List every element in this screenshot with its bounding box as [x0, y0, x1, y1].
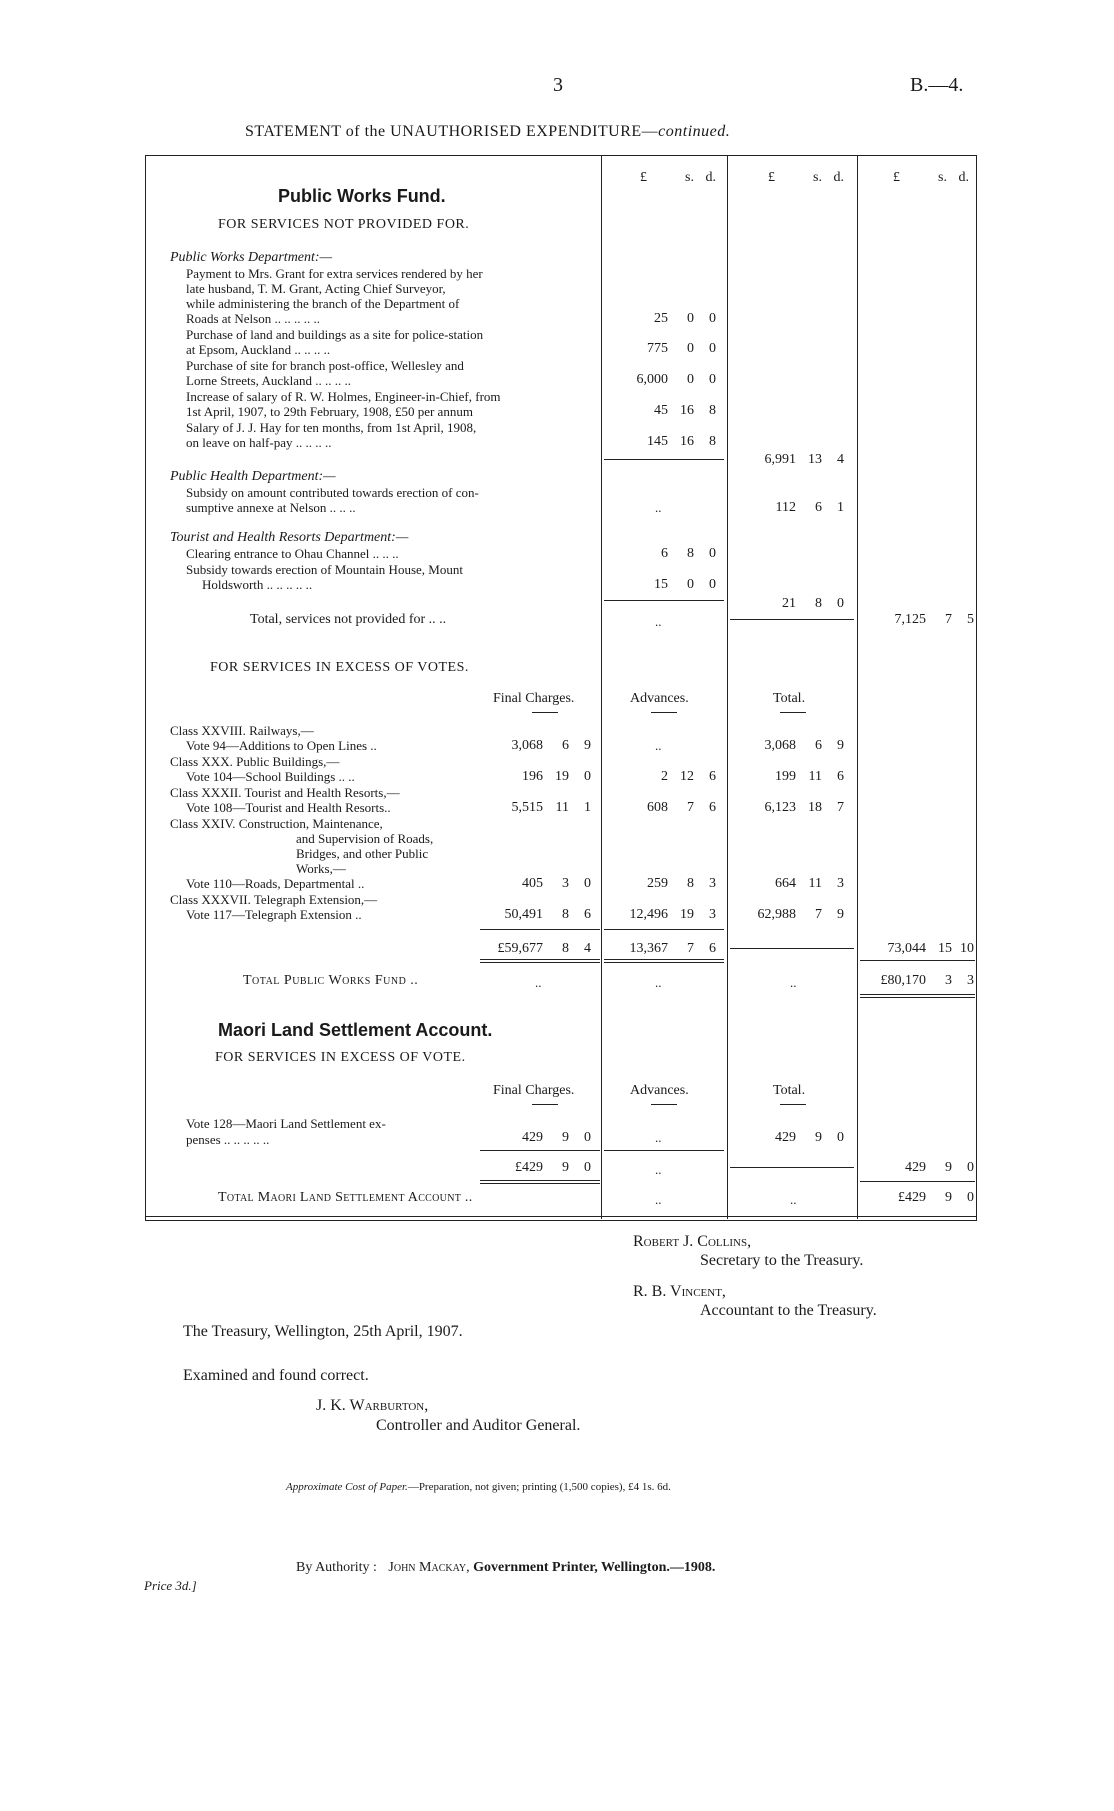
authority-prefix: By Authority : [296, 1560, 377, 1575]
auditor-title: Controller and Auditor General. [376, 1417, 581, 1434]
excess-sum-rule-adv [604, 929, 724, 930]
excess-row-3-line-1: and Supervision of Roads, [296, 831, 434, 846]
excess-sum-under-final-2 [480, 962, 600, 963]
amount-shillings: 3 [945, 973, 952, 988]
col-divider-3 [857, 155, 858, 1219]
mlsa-sum-adv: .. [655, 1162, 662, 1177]
amount-pence: 0 [584, 1160, 591, 1175]
amount-shillings: 0 [687, 577, 694, 592]
fund-total-dots-total: .. [790, 975, 797, 990]
amount-pounds: 21 [782, 596, 796, 611]
pwd-item-2-line-1: Lorne Streets, Auckland .. .. .. .. [186, 373, 351, 388]
phd-label: Public Health Department:— [170, 469, 336, 484]
mlsa-sub: FOR SERVICES IN EXCESS OF VOTE. [215, 1050, 466, 1065]
amount-pounds: 664 [775, 876, 796, 891]
amount-shillings: 8 [815, 596, 822, 611]
excess-head-adv-rule [651, 712, 677, 713]
excess-row-2 [170, 785, 400, 815]
pwd-item-1-line-1: at Epsom, Auckland .. .. .. .. [186, 342, 331, 357]
pwd-item-3-line-1: 1st April, 1907, to 29th February, 1908, £50 per annum [186, 404, 473, 419]
pwd-item-0 [186, 266, 596, 326]
amount-pounds: 199 [775, 769, 796, 784]
mlsa-sum-under-total [860, 1181, 975, 1182]
authority-line [296, 1560, 715, 1576]
excess-row-0-line-1: Vote 94—Additions to Open Lines .. [186, 738, 377, 753]
thrd-label: Tourist and Health Resorts Department:— [170, 530, 409, 545]
table-left-rule [145, 155, 146, 1221]
pwd-item-0-line-2: while administering the branch of the Department of [186, 296, 460, 311]
amount-pounds: £59,677 [497, 941, 543, 956]
amount-shillings: 7 [945, 612, 952, 627]
amount-pounds: 13,367 [629, 941, 668, 956]
amount-pence: 3 [837, 876, 844, 891]
amount-pounds: 6,991 [764, 452, 796, 467]
amount-pence: 0 [584, 769, 591, 784]
pwd-item-1 [186, 327, 483, 357]
amount-pounds: 112 [775, 500, 796, 515]
amount-shillings: 9 [562, 1130, 569, 1145]
vincent-name: R. B. Vincent, [633, 1283, 726, 1300]
amount-shillings: 11 [808, 876, 822, 891]
amount-pounds: 5,515 [511, 800, 543, 815]
pwd-item-0-line-3: Roads at Nelson .. .. .. .. .. [186, 311, 320, 326]
amount-pounds: 429 [522, 1130, 543, 1145]
amount-shillings: 19 [680, 907, 694, 922]
page-number: 3 [553, 74, 563, 96]
amount-pence: 6 [709, 941, 716, 956]
amount-pence: 0 [837, 596, 844, 611]
amount-shillings: 11 [555, 800, 569, 815]
cost-label: Approximate Cost of Paper. [286, 1481, 408, 1493]
excess-head-adv: Advances. [630, 691, 689, 706]
amount-pence: 3 [967, 973, 974, 988]
pwf-sub-excess: FOR SERVICES IN EXCESS OF VOTES. [210, 660, 469, 675]
pwd-item-4-line-0: Salary of J. J. Hay for ten months, from 1st April, 1908, [186, 420, 477, 435]
cost-note [286, 1481, 671, 1493]
amount-shillings: 9 [945, 1190, 952, 1205]
amount-shillings: 7 [815, 907, 822, 922]
excess-total-under [860, 960, 975, 961]
not-provided-rule [730, 619, 854, 620]
excess-row-1 [170, 754, 355, 784]
amount-shillings: 8 [687, 546, 694, 561]
amount-pounds: 2 [661, 769, 668, 784]
amount-pence: 3 [709, 907, 716, 922]
amount-shillings: 12 [680, 769, 694, 784]
amount-shillings: 8 [562, 907, 569, 922]
col-divider-1 [601, 155, 602, 1219]
examined-text: Examined and found correct. [183, 1367, 369, 1384]
excess-row-0 [170, 723, 377, 753]
amount-pounds: 3,068 [764, 738, 796, 753]
pwd-item-2 [186, 358, 464, 388]
place-date: The Treasury, Wellington, 25th April, 1907. [183, 1323, 463, 1340]
pwd-item-0-line-1: late husband, T. M. Grant, Acting Chief Surveyor, [186, 281, 446, 296]
authority-suffix: Government Printer, Wellington.—1908. [473, 1560, 716, 1575]
excess-sum-under-adv-2 [604, 962, 724, 963]
colhead-shill: s. [938, 170, 947, 185]
mlsa-row-line-0: Vote 128—Maori Land Settlement ex- [186, 1116, 386, 1131]
amount-shillings: 6 [562, 738, 569, 753]
excess-total-rule-left [730, 948, 854, 949]
excess-sum-under-final [480, 959, 600, 960]
amount-pounds: 259 [647, 876, 668, 891]
mlsa-row-adv: .. [655, 1130, 662, 1145]
amount-pence: 8 [709, 403, 716, 418]
amount-pence: 0 [709, 577, 716, 592]
amount-pounds: 429 [905, 1160, 926, 1175]
table-bottom-rule [145, 1216, 977, 1217]
table-right-rule [976, 155, 977, 1221]
excess-row-0-adv: .. [655, 738, 662, 753]
amount-pounds: 45 [654, 403, 668, 418]
amount-pence: 8 [709, 434, 716, 449]
amount-pence: 0 [584, 1130, 591, 1145]
amount-pence: 9 [837, 738, 844, 753]
colhead-pence: d. [958, 170, 969, 185]
amount-pounds: 3,068 [511, 738, 543, 753]
fund-total-dots-adv: .. [655, 975, 662, 990]
amount-pounds: 7,125 [894, 612, 926, 627]
thrd-item-0: Clearing entrance to Ohau Channel .. .. .. [186, 546, 399, 561]
amount-pounds: 50,491 [504, 907, 543, 922]
amount-shillings: 19 [555, 769, 569, 784]
colhead-pence: d. [705, 170, 716, 185]
cost-text: —Preparation, not given; printing (1,500 copies), £4 1s. 6d. [407, 1481, 671, 1493]
amount-pounds: 775 [647, 341, 668, 356]
collins-name: Robert J. Collins, [633, 1233, 752, 1250]
report-code: B.—4. [910, 74, 964, 96]
fund-total-dots-final: .. [535, 975, 542, 990]
pwd-item-1-line-0: Purchase of land and buildings as a site for police-station [186, 327, 484, 342]
amount-shillings: 18 [808, 800, 822, 815]
excess-row-3 [170, 816, 433, 891]
excess-head-total: Total. [773, 691, 806, 706]
amount-pounds: 6,000 [636, 372, 668, 387]
amount-pence: 0 [584, 876, 591, 891]
amount-pounds: 608 [647, 800, 668, 815]
amount-pounds: 196 [522, 769, 543, 784]
amount-shillings: 8 [562, 941, 569, 956]
amount-pence: 5 [967, 612, 974, 627]
amount-pounds: 73,044 [887, 941, 926, 956]
colhead-pence: d. [833, 170, 844, 185]
vincent-title: Accountant to the Treasury. [700, 1302, 877, 1319]
not-provided-total-label: Total, services not provided for .. .. [250, 612, 447, 627]
amount-pence: 0 [967, 1160, 974, 1175]
amount-pounds: £429 [515, 1160, 543, 1175]
mlsa-head-final: Final Charges. [493, 1083, 575, 1098]
mlsa-head-total-rule [780, 1104, 806, 1105]
amount-shillings: 8 [687, 876, 694, 891]
excess-row-2-line-0: Class XXXII. Tourist and Health Resorts,— [170, 785, 400, 800]
amount-pounds: 12,496 [629, 907, 668, 922]
amount-pence: 0 [709, 372, 716, 387]
mlsa-head-total: Total. [773, 1083, 806, 1098]
amount-pence: 3 [709, 876, 716, 891]
pwd-item-4-line-1: on leave on half-pay .. .. .. .. [186, 435, 332, 450]
excess-row-4-line-1: Vote 117—Telegraph Extension .. [186, 907, 362, 922]
amount-pounds: 429 [775, 1130, 796, 1145]
amount-pence: 0 [967, 1190, 974, 1205]
amount-pounds: 405 [522, 876, 543, 891]
amount-shillings: 6 [815, 738, 822, 753]
mlsa-total-dots-total: .. [790, 1192, 797, 1207]
pwd-subtotal-rule [604, 459, 724, 460]
colhead-shill: s. [813, 170, 822, 185]
mlsa-total-label: Total Maori Land Settlement Account .. [218, 1190, 473, 1205]
amount-shillings: 9 [562, 1160, 569, 1175]
pwd-item-3-line-0: Increase of salary of R. W. Holmes, Engineer-in-Chief, from [186, 389, 501, 404]
col-divider-2 [727, 155, 728, 1219]
price: Price 3d.] [144, 1578, 197, 1593]
amount-pence: 4 [584, 941, 591, 956]
excess-row-3-line-0: Class XXIV. Construction, Maintenance, [170, 816, 383, 831]
amount-pence: 6 [837, 769, 844, 784]
thrd-item-1-line-0: Subsidy towards erection of Mountain House, Mount [186, 562, 463, 577]
amount-pounds: 62,988 [757, 907, 796, 922]
mlsa-sum-total-rule [730, 1167, 854, 1168]
amount-pounds: £80,170 [880, 973, 926, 988]
phd-line-0: Subsidy on amount contributed towards erection of con- [186, 485, 479, 500]
phd-line-1: sumptive annexe at Nelson .. .. .. [186, 500, 356, 515]
pwd-item-4 [186, 420, 476, 450]
mlsa-heading: Maori Land Settlement Account. [218, 1020, 493, 1040]
page-title-main: STATEMENT of the UNAUTHORISED EXPENDITURE— [245, 123, 659, 140]
amount-pence: 6 [709, 769, 716, 784]
colhead-pound: £ [768, 170, 775, 185]
amount-pence: 1 [584, 800, 591, 815]
amount-shillings: 7 [687, 800, 694, 815]
pwd-item-0-line-0: Payment to Mrs. Grant for extra services rendered by her [186, 266, 483, 281]
amount-pence: 7 [837, 800, 844, 815]
amount-pounds: £429 [898, 1190, 926, 1205]
amount-pence: 6 [709, 800, 716, 815]
mlsa-row-line-1: penses .. .. .. .. .. [186, 1132, 270, 1147]
amount-pence: 0 [837, 1130, 844, 1145]
excess-row-1-line-0: Class XXX. Public Buildings,— [170, 754, 340, 769]
mlsa-row [186, 1116, 386, 1148]
pwf-heading: Public Works Fund. [278, 186, 446, 206]
phd-item [186, 485, 479, 515]
amount-pounds: 6 [661, 546, 668, 561]
pwd-item-3 [186, 389, 501, 419]
mlsa-sum-rule-final [480, 1150, 600, 1151]
amount-shillings: 0 [687, 311, 694, 326]
amount-pounds: 6,123 [764, 800, 796, 815]
page-title [245, 123, 730, 141]
thrd-item-1-line-1: Holdsworth .. .. .. .. .. [202, 577, 313, 592]
amount-pounds: 145 [647, 434, 668, 449]
pwf-sub-not-provided: FOR SERVICES NOT PROVIDED FOR. [218, 217, 470, 232]
mlsa-sum-under-final [480, 1180, 600, 1181]
amount-pence: 9 [584, 738, 591, 753]
amount-pounds: 15 [654, 577, 668, 592]
amount-shillings: 6 [815, 500, 822, 515]
excess-head-total-rule [780, 712, 806, 713]
fund-total-under-2 [860, 997, 975, 998]
colhead-pound: £ [893, 170, 900, 185]
mlsa-sum-rule-adv [604, 1150, 724, 1151]
colhead-shill: s. [685, 170, 694, 185]
amount-shillings: 3 [562, 876, 569, 891]
excess-head-final-rule [532, 712, 558, 713]
not-provided-dots: .. [655, 614, 662, 629]
pwd-item-2-line-0: Purchase of site for branch post-office, Wellesley and [186, 358, 464, 373]
amount-pence: 0 [709, 311, 716, 326]
table-top-rule [145, 155, 977, 156]
excess-row-4 [170, 892, 377, 922]
amount-shillings: 15 [938, 941, 952, 956]
amount-pence: 0 [709, 546, 716, 561]
amount-shillings: 16 [680, 434, 694, 449]
printer-name: John Mackay, [388, 1560, 470, 1575]
colhead-pound: £ [640, 170, 647, 185]
amount-shillings: 16 [680, 403, 694, 418]
amount-shillings: 0 [687, 372, 694, 387]
page-title-cont: continued. [658, 123, 731, 140]
excess-head-final: Final Charges. [493, 691, 575, 706]
excess-row-3-line-2: Bridges, and other Public [296, 846, 429, 861]
amount-pounds: 25 [654, 311, 668, 326]
amount-shillings: 0 [687, 341, 694, 356]
amount-shillings: 7 [687, 941, 694, 956]
excess-row-1-line-1: Vote 104—School Buildings .. .. [186, 769, 355, 784]
amount-pence: 4 [837, 452, 844, 467]
fund-total-under [860, 994, 975, 995]
table-bottom-rule-2 [145, 1220, 977, 1221]
amount-pence: 1 [837, 500, 844, 515]
amount-shillings: 13 [808, 452, 822, 467]
excess-sum-under-adv [604, 959, 724, 960]
thrd-item-1 [186, 562, 463, 592]
amount-pence: 0 [709, 341, 716, 356]
excess-row-3-line-3: Works,— [296, 861, 346, 876]
amount-pence: 9 [837, 907, 844, 922]
amount-shillings: 11 [808, 769, 822, 784]
mlsa-head-adv-rule [651, 1104, 677, 1105]
amount-shillings: 9 [945, 1160, 952, 1175]
fund-total-label: Total Public Works Fund .. [243, 973, 419, 988]
amount-pence: 6 [584, 907, 591, 922]
thrd-subtotal-rule [604, 600, 724, 601]
mlsa-sum-under-final-2 [480, 1183, 600, 1184]
amount-shillings: 9 [815, 1130, 822, 1145]
mlsa-head-final-rule [532, 1104, 558, 1105]
auditor-name: J. K. Warburton, [316, 1397, 429, 1414]
excess-sum-rule-final [480, 929, 600, 930]
phd-dots: .. [655, 500, 662, 515]
excess-row-4-line-0: Class XXXVII. Telegraph Extension,— [170, 892, 378, 907]
amount-pence: 10 [960, 941, 974, 956]
collins-title: Secretary to the Treasury. [700, 1252, 864, 1269]
excess-row-3-line-4: Vote 110—Roads, Departmental .. [186, 876, 365, 891]
excess-row-0-line-0: Class XXVIII. Railways,— [170, 723, 314, 738]
mlsa-total-dots-adv: .. [655, 1192, 662, 1207]
pwd-label: Public Works Department:— [170, 250, 333, 265]
excess-row-2-line-1: Vote 108—Tourist and Health Resorts.. [186, 800, 391, 815]
mlsa-head-adv: Advances. [630, 1083, 689, 1098]
